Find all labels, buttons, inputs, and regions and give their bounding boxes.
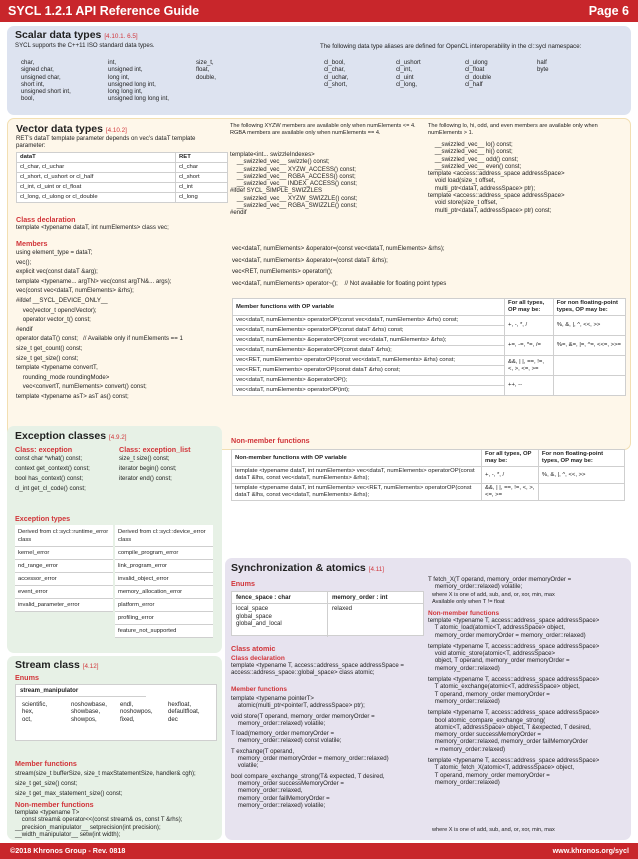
exception-section [7, 426, 222, 653]
alias-col1: cl_bool, cl_char, cl_uchar, cl_short, [324, 59, 349, 88]
sync-section [225, 558, 631, 840]
stream-member-label: Member functions [15, 759, 77, 768]
manip-col1: scientific, hex, oct, [22, 701, 48, 723]
exception-list-members: size_t size() const; iterator begin() const; iterator end() const; [119, 455, 177, 482]
sync-ref: [4.11] [368, 566, 384, 573]
exception-class-list: const char *what() const; context get_context() const; bool has_context() const; cl_int get_cl_code() const; [15, 455, 90, 492]
footer-url[interactable]: www.khronos.org/sycl [552, 846, 629, 855]
vector-nonmember-label: Non-member functions [231, 436, 310, 445]
exception-ref: [4.9.2] [108, 434, 127, 441]
atomic-nonmember-list: template <typename T, access::address_space addressSpace> T atomic_load(atomic<T, addressSpace> object, memory_order memoryOrder = memory_order::relaxed) template <typename T, access::address_space addressSpace> void atomic_store(atomic<T, addressSpace> object, T operand, memory_order memoryOrder = memory_order::relaxed) template <typename T, access::address_space addressSpace> T atomic_exchange(atomic<T, addressSpace> object, T operand, memory_order memoryOrder = memory_order::relaxed) template <typename T, access::address_space addressSpace> bool atomic_compare_exchange_strong( atomic<T, addressSpace> object, T &expected, T desired, memory_order successMemoryOrder = memory_order::relaxed, memory_order failMemoryOrder = memory_order::relaxed) template <typename T, access::address_space addressSpace> T atomic_fetch_X(atomic<T, addressSpace> object, T operand, memory_order memoryOrder = memory_order::relaxed) [428, 617, 600, 786]
page-title: SYCL 1.2.1 API Reference Guide [8, 4, 200, 18]
ret-table: dataT RET cl_char, cl_uchar cl_char cl_short, cl_ushort or cl_half cl_short cl_int, cl_uint or cl_float cl_int cl_long, cl_ulong or cl_double cl_long [16, 152, 228, 203]
footer-copyright: ©2018 Khronos Group - Rev. 0818 [10, 846, 126, 855]
manip-col3: endl, noshowpos, fixed, [120, 701, 153, 723]
exception-types-label: Exception types [15, 514, 71, 523]
stream-nonmember-label: Non-member functions [15, 800, 94, 809]
nonmember-note: where X is one of add, sub, and, or, xor, min, max [432, 827, 555, 833]
scalar-section [7, 26, 631, 115]
manip-col2: noshowbase, showbase, showpos, [71, 701, 107, 723]
stream-nonmember-list: template <typename T> const stream& operator<<(const stream& os, const T &rhs); __precision_manipulator__ setprecision(int precision); __width_manipulator__ setw(int width); [15, 809, 183, 838]
scalar-desc: SYCL supports the C++11 ISO standard data types. [15, 42, 155, 49]
manipulator-table: stream_manipulator scientific, hex, oct, noshowbase, showbase, showpos, endl, noshowpos, fixed, hexfloat, defaultfloat, dec [15, 684, 217, 741]
atomic-member-list: template <typename pointerT> atomic(multi_ptr<pointerT, addressSpace> ptr); void store(T operand, memory_order memoryOrder = memory_order::relaxed) volatile; T load(memory_order memoryOrder = memory_order::relaxed) const volatile; T exchange(T operand, memory_order memoryOrder = memory_order::relaxed) volatile; bool compare_exchange_strong(T& expected, T desired, memory_order successMemoryOrder = memory_order::relaxed, memory_order failMemoryOrder = memory_order::relaxed) volatile; [231, 695, 389, 809]
lohi-desc: The following lo, hi, odd, and even members are available only when numElements > 1. [428, 123, 598, 136]
members-list: using element_type = dataT; vec(); explicit vec(const dataT &arg); template <typename... argTN> vec(const argTN&... args); vec(const vec<dataT, numElements> &rhs); #ifdef __SYCL_DEVICE_ONLY__ vec(vector_t openclVector); operator vector_t() const; #endif operator dataT() const; // Available only if numElements == 1 size_t get_count() const; size_t get_size() const; template <typename convertT, rounding_mode roundingMode> vec<convertT, numElements> convert() const; template <typename asT> asT as() const; [16, 249, 183, 400]
sync-enums-table: fence_space : char local_space global_space global_and_local memory_order : int relaxed [231, 591, 424, 636]
nonmember-table: Non-member functions with OP variable For all types, OP may be: For non floating-point types, OP may be: template <typename dataT, int numElements> vec<dataT, numElements> operatorOP(const dataT &lhs, const vec<dataT, numElements> &rhs); +, -, *, / %, &, |, ^, <<, >> template <typename dataT, int numElements> vec<RET, numElements> operatorOP(const dataT &lhs, const vec<dataT, numElements> &rhs); &&, | |, ==, !=, <, >, <=, >= [231, 449, 625, 501]
atomic-label: Class atomic [231, 644, 276, 653]
sync-title: Synchronization & atomics [4.11] [231, 562, 384, 574]
stream-member-list: stream(size_t bufferSize, size_t maxStatementSize, handler& cgh); size_t get_size() const; size_t get_max_statement_size() const; [15, 770, 196, 797]
class-decl: template <typename dataT, int numElements> class vec; [16, 224, 169, 231]
op-table: Member functions with OP variable For all types, OP may be: For non floating-point types, OP may be: vec<dataT, numElements> operatorOP(const vec<dataT, numElements> &rhs) const; +, -, *, / %, &, |, ^, <<, >> vec<dataT, numElements> operatorOP(const dataT &rhs) const; vec<dataT, numElements> &operatorOP(const vec<dataT, numElements> &rhs); +=, -=, *=, /= %=, &=, |=, ^=, <<=, >>= vec<dataT, numElements> &operatorOP(const dataT &rhs); vec<RET, numElements> operatorOP(const vec<dataT, numElements> &rhs) const; &&, | |, ==, !=, <, >, <=, >= vec<RET, numElements> operatorOP(const dataT &rhs) const; vec<dataT, numElements> &operatorOP(); ++, -- vec<dataT, numElements> operatorOP(int); [232, 298, 626, 396]
alias-desc: The following data type aliases are defined for OpenCL interoperability in the cl::sycl namespace: [320, 43, 582, 50]
atomic-decl-label: Class declaration [231, 655, 285, 662]
sync-enums-label: Enums [231, 579, 255, 588]
stream-title: Stream class [4.12] [15, 659, 99, 671]
exception-list-label: Class: exception_list [119, 445, 191, 454]
alias-col2: cl_ushort cl_int, cl_uint cl_long, [396, 59, 421, 88]
runtime-error-types: Derived from cl::sycl::runtime_error class kernel_error nd_range_error accessor_error event_error invalid_parameter_error [15, 525, 113, 612]
lohi-list: __swizzled_vec__ lo() const; __swizzled_vec__ hi() const; __swizzled_vec__ odd() const; __swizzled_vec__ even() const; template <access::address_space addressSpace> void load(size_t offset, multi_ptr<dataT, addressSpace> ptr); template <access::address_space addressSpace> void store(size_t offset, multi_ptr<dataT, addressSpace> ptr) const; [428, 141, 565, 214]
fetch-note-2: Available only when T != float [432, 599, 505, 605]
scalar-col1: char, signed char, unsigned char, short int, unsigned short int, bool, [21, 59, 71, 103]
fetch-note-1: where X is one of add, sub, and, or, xor, min, max [432, 592, 555, 598]
vector-section [7, 118, 631, 450]
stream-ref: [4.12] [82, 663, 99, 670]
exception-class-label: Class: exception [15, 445, 73, 454]
exception-title: Exception classes [4.9.2] [15, 430, 127, 442]
stream-section [7, 656, 222, 840]
members-label: Members [16, 239, 48, 248]
operator-list: vec<dataT, numElements> &operator=(const vec<dataT, numElements> &rhs); vec<dataT, numElements> &operator=(const dataT &rhs); vec<RET, numElements> operator!(); vec<dataT, numElements> operator~(); // Not available for floating point types [232, 245, 447, 287]
xyzw-list: template<int... swizzleIndexes> __swizzled_vec__ swizzle() const; __swizzled_vec__ XYZW_ACCESS() const; __swizzled_vec__ RGBA_ACCESS() const; __swizzled_vec__ INDEX_ACCESS() const; #ifdef SYCL_SIMPLE_SWIZZLES __swizzled_vec__ XYZW_SWIZZLE() const; __swizzled_vec__ RGBA_SWIZZLE() const; #endif [230, 151, 358, 217]
page-footer [0, 843, 638, 859]
alias-col4: half byte [537, 59, 549, 74]
scalar-col2: int, unsigned int, long int, unsigned long int, long long int, unsigned long long int, [108, 59, 169, 103]
scalar-col3: size_t, float, double, [196, 59, 216, 81]
device-error-types: Derived from cl::sycl::device_error class compile_program_error link_program_error invalid_object_error memory_allocation_error platform_error profiling_error feature_not_supported [115, 525, 213, 638]
scalar-ref: [4.10.1. 6.5] [104, 33, 138, 40]
vector-desc: RET’s dataT template parameter depends on vec’s dataT template parameter: [16, 135, 196, 150]
xyzw-desc: The following XYZW members are available only when numElements <= 4. RGBA members are available only when numElements == 4. [230, 123, 416, 136]
scalar-title: Scalar data types [4.10.1. 6.5] [15, 29, 138, 41]
fetch-decl: T fetch_X(T operand, memory_order memoryOrder = memory_order::relaxed) volatile; [428, 576, 572, 591]
page-number: Page 6 [588, 4, 629, 18]
alias-col3: cl_ulong cl_float cl_double cl_half [465, 59, 492, 88]
atomic-decl: template <typename T, access::address_space addressSpace = access::address_space::global_space> class atomic; [231, 662, 404, 677]
vector-title: Vector data types [4.10.2] [16, 123, 127, 135]
manip-col4: hexfloat, defaultfloat, dec [168, 701, 200, 723]
atomic-member-label: Member functions [231, 686, 287, 693]
page-header [0, 0, 638, 22]
stream-enums-label: Enums [15, 673, 39, 682]
vector-ref: [4.10.2] [105, 127, 127, 134]
class-decl-label: Class declaration [16, 215, 76, 224]
atomic-nonmember-label: Non-member functions [428, 610, 500, 617]
